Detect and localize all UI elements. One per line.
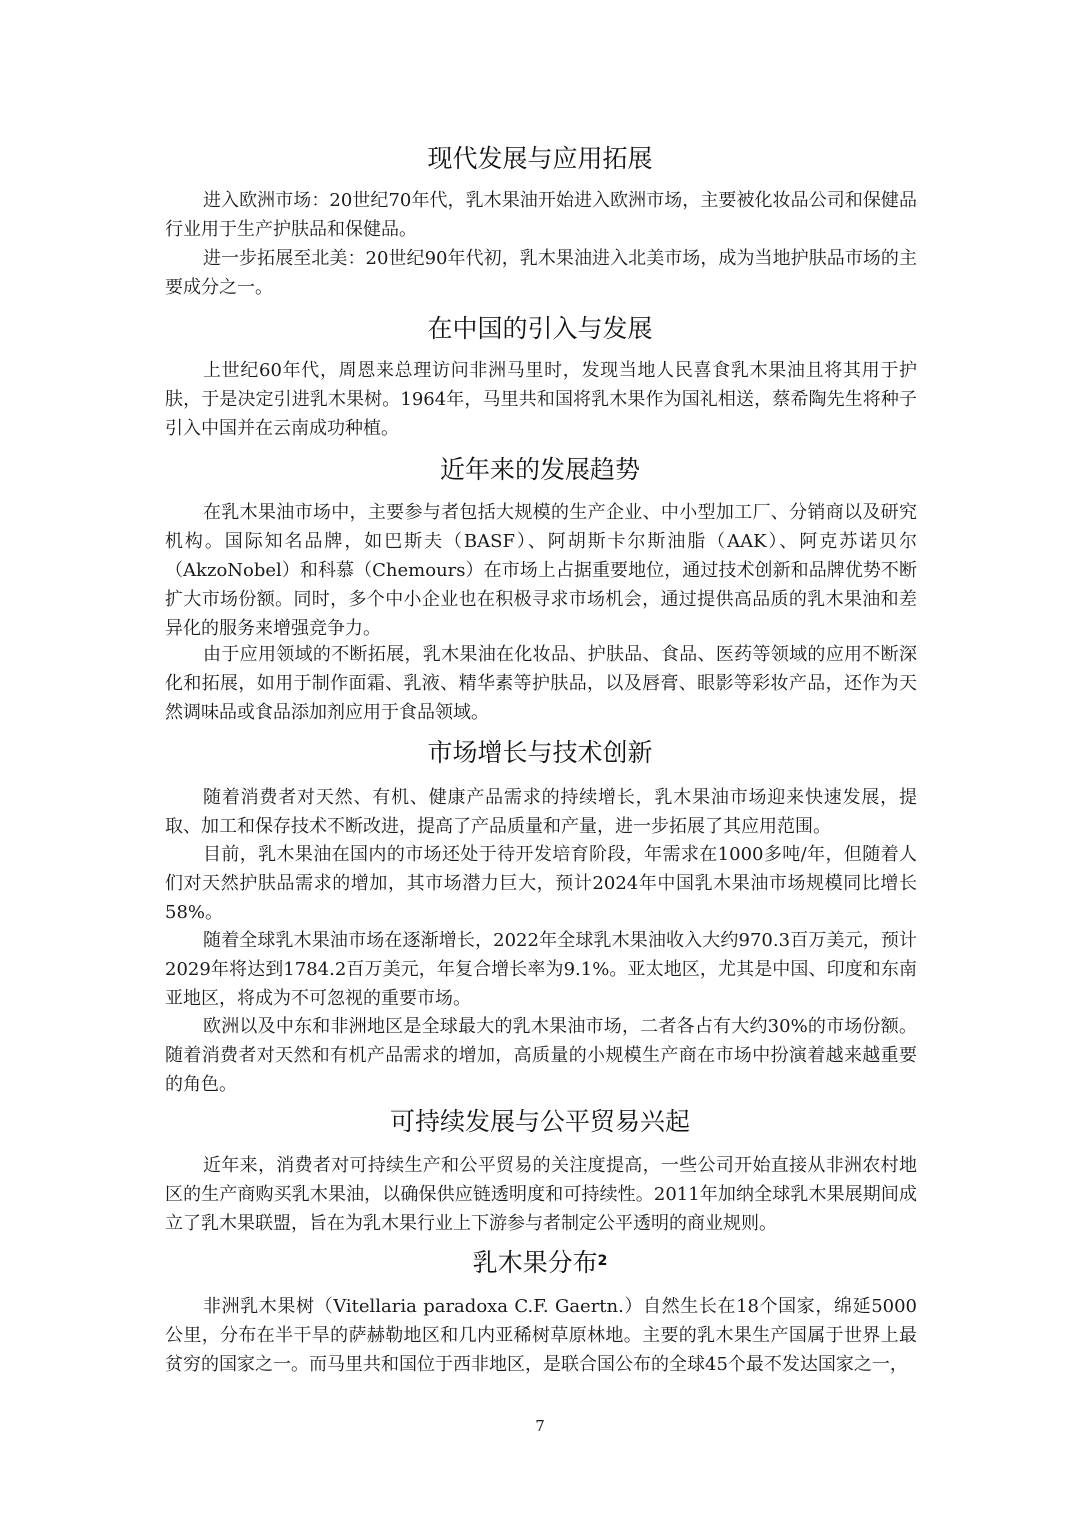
paragraph: 随着消费者对天然、有机、健康产品需求的持续增长，乳木果油市场迎来快速发展，提取、加工和保存技术不断改进，提高了产品质量和产量，进一步拓展了其应用范围。 xyxy=(165,787,917,837)
paragraph: 在乳木果油市场中，主要参与者包括大规模的生产企业、中小型加工厂、分销商以及研究机构。国际知名品牌，如巴斯夫（BASF）、阿胡斯卡尔斯油脂（AAK）、阿克苏诺贝尔（AkzoNobel）和科慕（Chemours）在市场上占据重要地位，通过技术创新和品牌优势不断扩大市场份额。同时，多个中小企业也在积极寻求市场机会，通过提供高品质的乳木果油和差异化的服务来增强竞争力。 xyxy=(165,502,917,639)
section-heading-recent-trends: 近年来的发展趋势 xyxy=(439,455,640,484)
paragraph: 随着全球乳木果油市场在逐渐增长，2022年全球乳木果油收入大约970.3百万美元，预计2029年将达到1784.2百万美元，年复合增长率为9.1%。亚太地区，尤其是中国、印度和东南亚地区，将成为不可忽视的重要市场。 xyxy=(165,930,917,1009)
section-heading-sustainability: 可持续发展与公平贸易兴起 xyxy=(389,1107,690,1136)
section-heading-distribution xyxy=(165,1248,915,1278)
paragraph: 欧洲以及中东和非洲地区是全球最大的乳木果油市场，二者各占有大约30%的市场份额。随着消费者对天然和有机产品需求的增加，高质量的小规模生产商在市场中扮演着越来越重要的角色。 xyxy=(165,1016,917,1095)
paragraph: 上世纪60年代，周恩来总理访问非洲马里时，发现当地人民喜食乳木果油且将其用于护肤，于是决定引进乳木果树。1964年，马里共和国将乳木果作为国礼相送，蔡希陶先生将种子引入中国并在云南成功种植。 xyxy=(165,360,917,439)
section-heading-modern-development: 现代发展与应用拓展 xyxy=(427,144,653,173)
paragraph: 近年来，消费者对可持续生产和公平贸易的关注度提高，一些公司开始直接从非洲农村地区的生产商购买乳木果油，以确保供应链透明度和可持续性。2011年加纳全球乳木果展期间成立了乳木果联盟，旨在为乳木果行业上下游参与者制定公平透明的商业规则。 xyxy=(165,1155,917,1234)
paragraph: 进入欧洲市场：20世纪70年代，乳木果油开始进入欧洲市场，主要被化妆品公司和保健品行业用于生产护肤品和保健品。 xyxy=(165,190,917,240)
page-number: 7 xyxy=(535,1417,545,1435)
section-heading-market-growth: 市场增长与技术创新 xyxy=(427,738,653,767)
footnote-ref: 2 xyxy=(597,1253,608,1269)
paragraph: 目前，乳木果油在国内的市场还处于待开发培育阶段，年需求在1000多吨/年，但随着人们对天然护肤品需求的增加，其市场潜力巨大，预计2024年中国乳木果油市场规模同比增长58%。 xyxy=(165,844,917,923)
paragraph: 由于应用领域的不断拓展，乳木果油在化妆品、护肤品、食品、医药等领域的应用不断深化和拓展，如用于制作面霜、乳液、精华素等护肤品，以及唇膏、眼影等彩妆产品，还作为天然调味品或食品添加剂应用于食品领域。 xyxy=(165,644,917,723)
paragraph: 非洲乳木果树（Vitellaria paradoxa C.F. Gaertn.）自然生长在18个国家，绵延5000公里，分布在半干旱的萨赫勒地区和几内亚稀树草原林地。主要的乳木果生产国属于世界上最贫穷的国家之一。而马里共和国位于西非地区，是联合国公布的全球45个最不发达国家之一， xyxy=(165,1296,917,1375)
section-heading-china-introduction: 在中国的引入与发展 xyxy=(427,314,653,343)
heading-text: 乳木果分布 xyxy=(472,1248,598,1277)
paragraph: 进一步拓展至北美：20世纪90年代初，乳木果油进入北美市场，成为当地护肤品市场的主要成分之一。 xyxy=(165,248,917,298)
